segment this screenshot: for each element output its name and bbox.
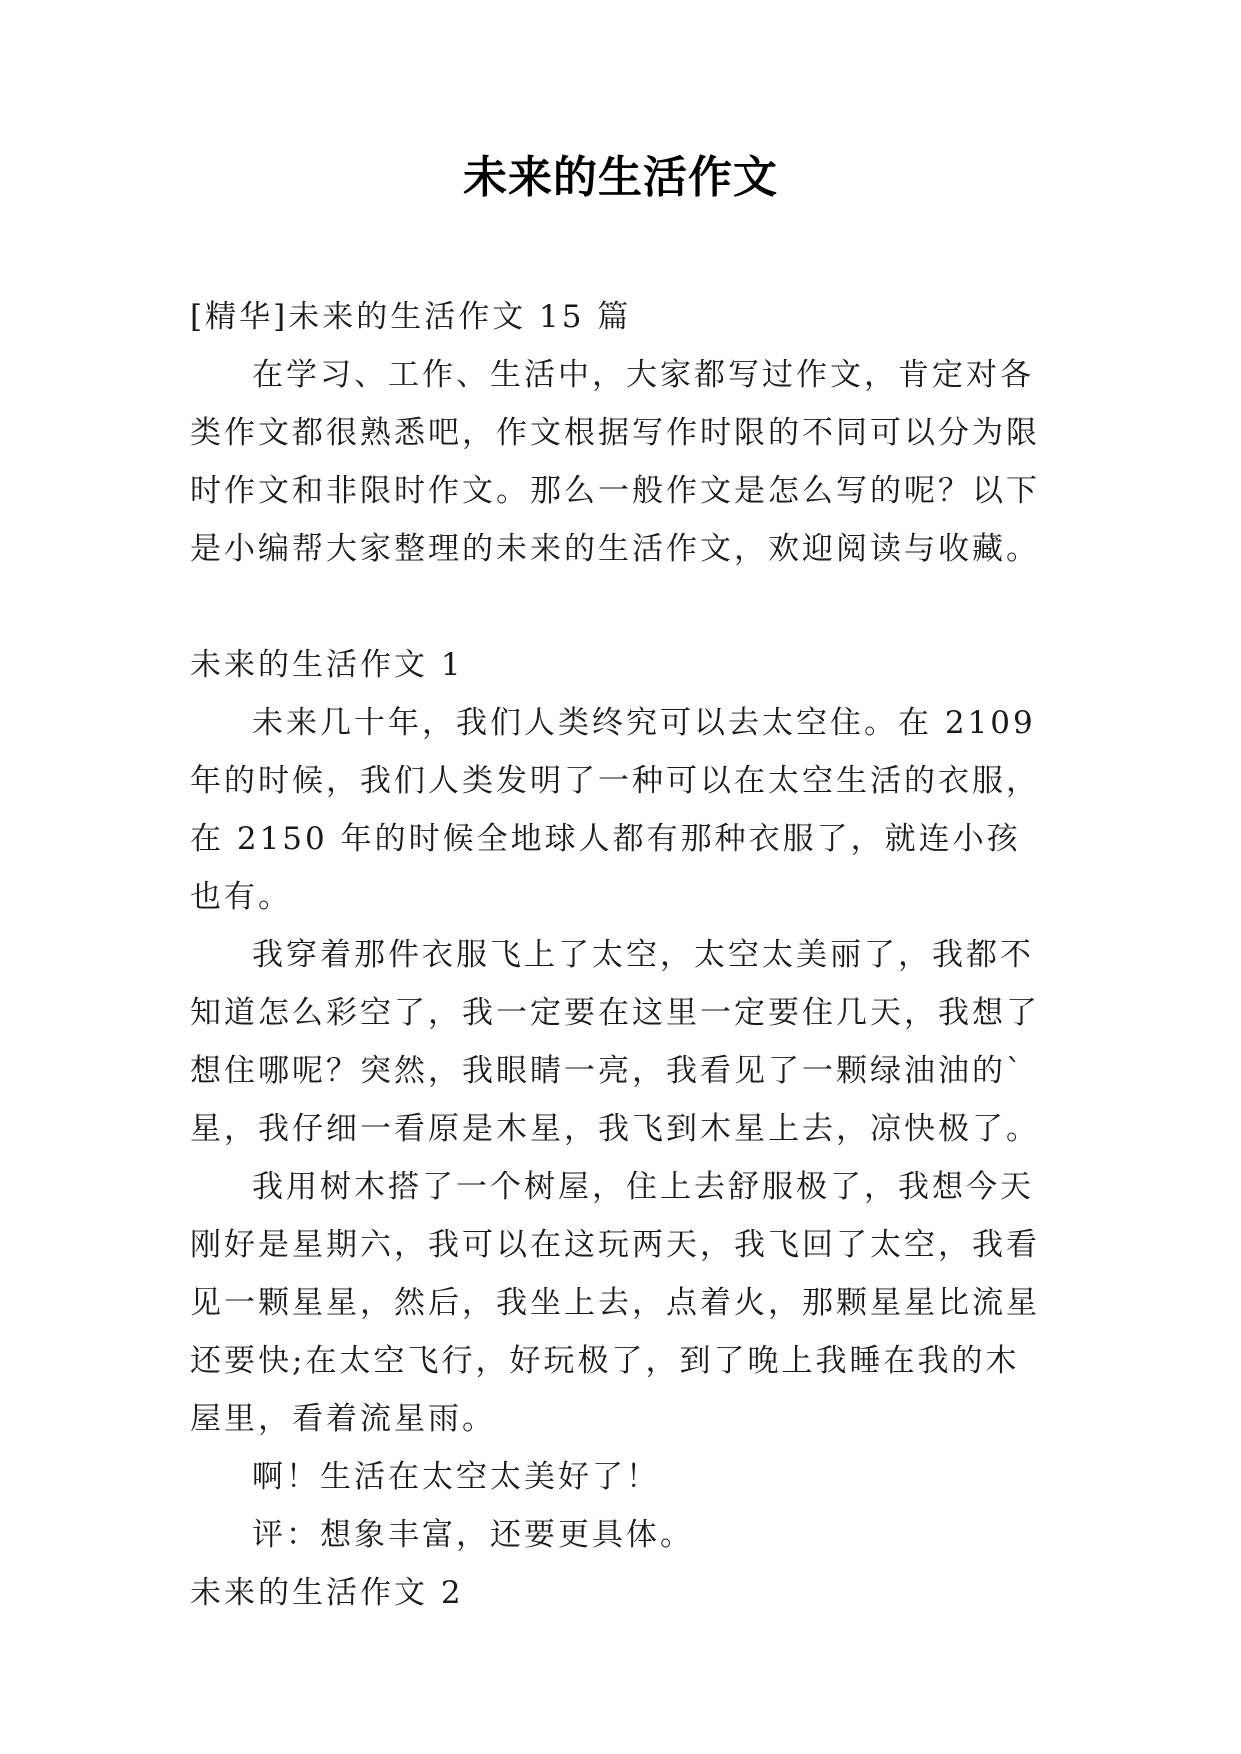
intro-paragraph: 在学习、工作、生活中，大家都写过作文，肯定对各类作文都很熟悉吧，作文根据写作时限的不同可以分为限时作文和非限时作文。那么一般作文是怎么写的呢？以下是小编帮大家整理的未来的生活作文，欢迎阅读与收藏。 bbox=[190, 357, 1040, 567]
document-body bbox=[190, 288, 1052, 1622]
essay-1-paragraph-3: 我用树木搭了一个树屋，住上去舒服极了，我想今天刚好是星期六，我可以在这玩两天，我飞回了太空，我看见一颗星星，然后，我坐上去，点着火，那颗星星比流星还要快;在太空飞行，好玩极了，到了晚上我睡在我的木屋里，看着流星雨。 bbox=[190, 1169, 1040, 1437]
essay-1-paragraph-1: 未来几十年，我们人类终究可以去太空住。在 2109 年的时候，我们人类发明了一种可以在太空生活的衣服，在 2150 年的时候全地球人都有那种衣服了，就连小孩也有。 bbox=[190, 705, 1040, 915]
essay-2-heading: 未来的生活作文 2 bbox=[190, 1575, 464, 1611]
document-title: 未来的生活作文 bbox=[463, 152, 778, 203]
document-subtitle: [精华]未来的生活作文 15 篇 bbox=[190, 299, 632, 335]
essay-1-comment: 评：想象丰富，还要更具体。 bbox=[252, 1517, 694, 1553]
essay-1-paragraph-2: 我穿着那件衣服飞上了太空，太空太美丽了，我都不知道怎么彩空了，我一定要在这里一定要住几天，我想了想住哪呢？突然，我眼睛一亮，我看见了一颗绿油油的`星，我仔细一看原是木星，我飞到木星上去，凉快极了。 bbox=[190, 937, 1040, 1147]
essay-1-paragraph-4: 啊！生活在太空太美好了！ bbox=[252, 1459, 660, 1495]
essay-1-heading: 未来的生活作文 1 bbox=[190, 647, 464, 683]
section-gap bbox=[190, 578, 1052, 636]
